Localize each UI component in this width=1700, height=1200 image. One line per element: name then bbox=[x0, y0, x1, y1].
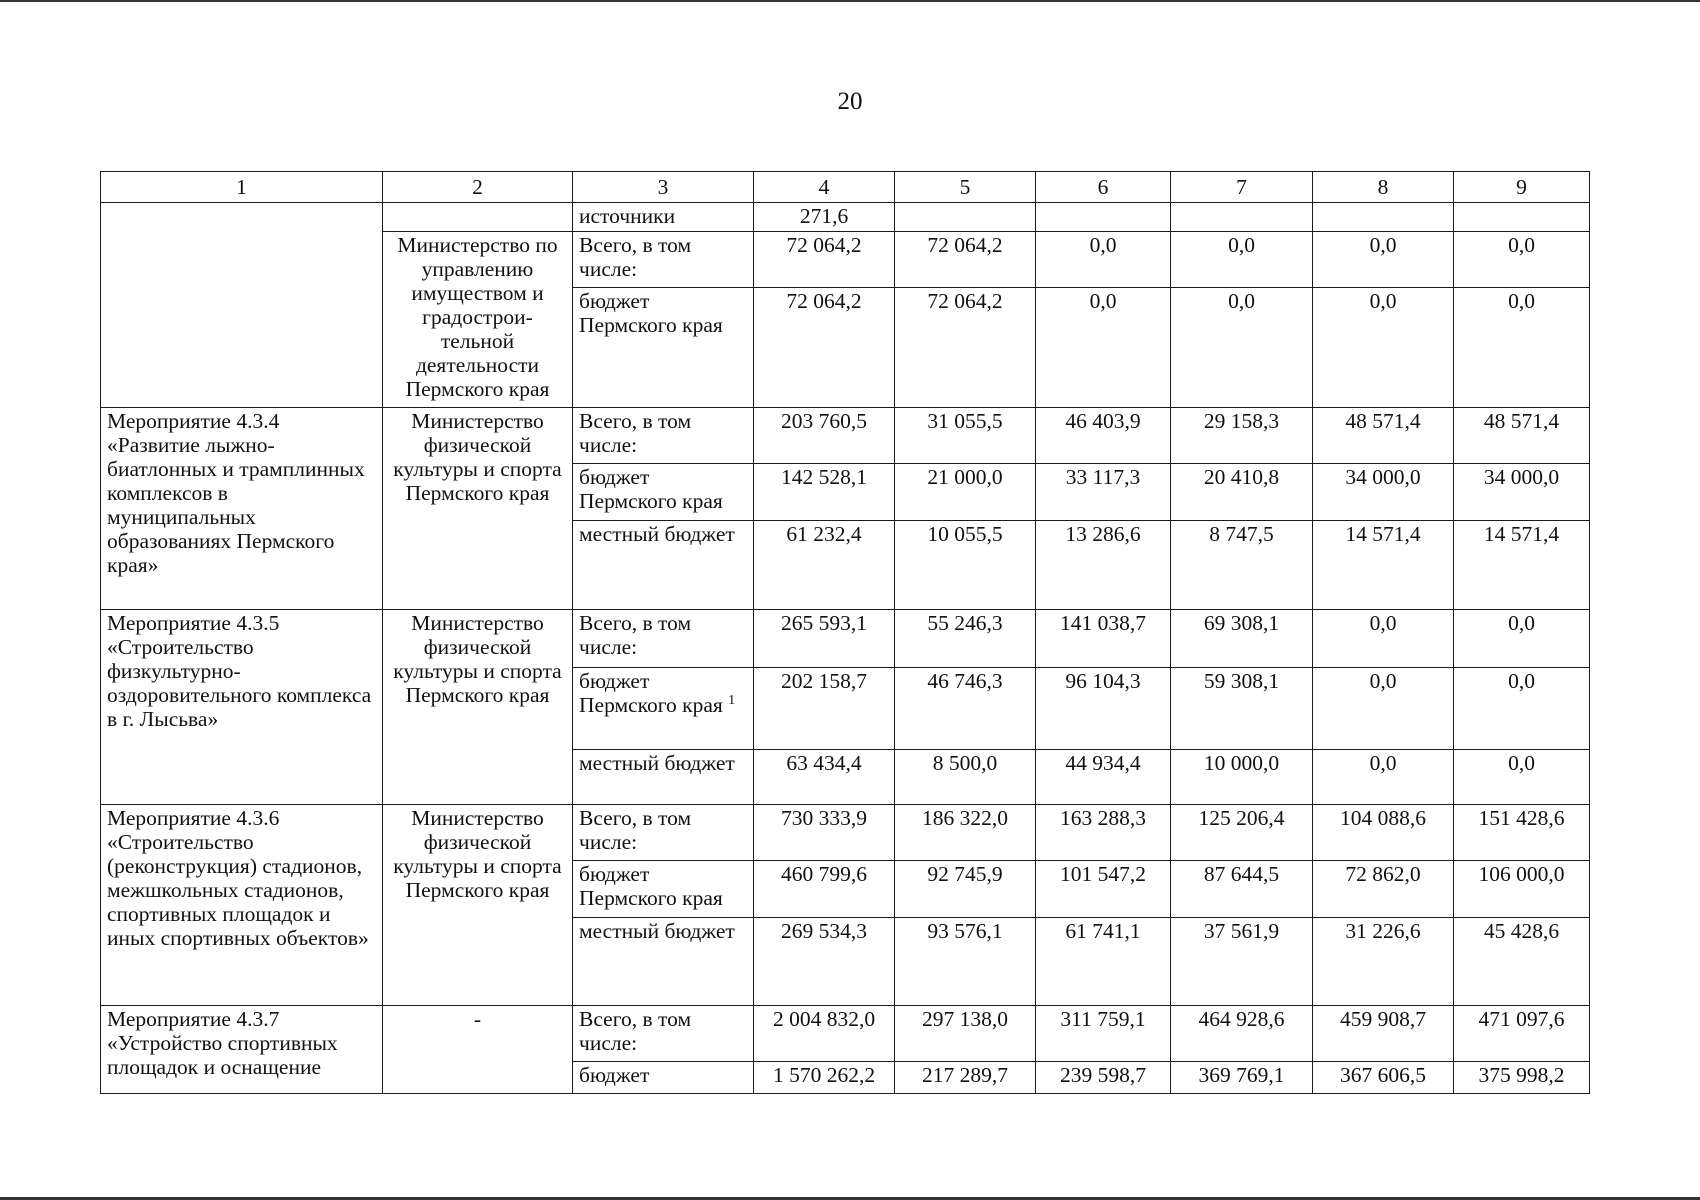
value-cell: 72 862,0 bbox=[1313, 861, 1454, 918]
event-name-cell-empty bbox=[101, 203, 383, 408]
value-cell: 72 064,2 bbox=[895, 232, 1036, 288]
value-cell: 106 000,0 bbox=[1454, 861, 1590, 918]
column-number-header: 6 bbox=[1036, 172, 1171, 203]
value-cell: 31 055,5 bbox=[895, 408, 1036, 464]
value-cell: 33 117,3 bbox=[1036, 464, 1171, 521]
value-cell: 0,0 bbox=[1036, 232, 1171, 288]
value-cell: 61 741,1 bbox=[1036, 918, 1171, 1006]
value-cell: 0,0 bbox=[1454, 750, 1590, 805]
column-number-header: 4 bbox=[754, 172, 895, 203]
executor-cell: Министерство по управлению имуществом и градострои-тельной деятельности Пермского края bbox=[383, 232, 573, 408]
value-cell: 271,6 bbox=[754, 203, 895, 232]
value-cell: 13 286,6 bbox=[1036, 521, 1171, 610]
value-cell: 63 434,4 bbox=[754, 750, 895, 805]
value-cell: 297 138,0 bbox=[895, 1006, 1036, 1062]
value-cell: 151 428,6 bbox=[1454, 805, 1590, 861]
table-header-row bbox=[101, 172, 1590, 203]
value-cell: 72 064,2 bbox=[754, 288, 895, 408]
value-cell: 29 158,3 bbox=[1171, 408, 1313, 464]
table-row bbox=[101, 805, 1590, 861]
value-cell: 55 246,3 bbox=[895, 610, 1036, 668]
value-cell bbox=[1454, 203, 1590, 232]
event-name-4-3-7: Мероприятие 4.3.7 «Устройство спортивных площадок и оснащение bbox=[101, 1006, 383, 1094]
value-cell: 0,0 bbox=[1171, 232, 1313, 288]
value-cell: 265 593,1 bbox=[754, 610, 895, 668]
value-cell: 375 998,2 bbox=[1454, 1062, 1590, 1094]
value-cell: 0,0 bbox=[1454, 668, 1590, 750]
column-number-header: 9 bbox=[1454, 172, 1590, 203]
value-cell: 48 571,4 bbox=[1313, 408, 1454, 464]
value-cell bbox=[895, 203, 1036, 232]
value-cell: 217 289,7 bbox=[895, 1062, 1036, 1094]
value-cell: 0,0 bbox=[1454, 610, 1590, 668]
column-number-header: 3 bbox=[573, 172, 754, 203]
value-cell: 459 908,7 bbox=[1313, 1006, 1454, 1062]
column-number-header: 5 bbox=[895, 172, 1036, 203]
value-cell: 37 561,9 bbox=[1171, 918, 1313, 1006]
value-cell: 96 104,3 bbox=[1036, 668, 1171, 750]
value-cell: 10 055,5 bbox=[895, 521, 1036, 610]
column-number-header: 8 bbox=[1313, 172, 1454, 203]
footnote-marker: 1 bbox=[728, 692, 736, 708]
event-name-4-3-4: Мероприятие 4.3.4 «Развитие лыжно-биатлонных и трамплинных комплексов в муниципальных образованиях Пермского края» bbox=[101, 408, 383, 610]
value-cell: 0,0 bbox=[1313, 750, 1454, 805]
value-cell: 239 598,7 bbox=[1036, 1062, 1171, 1094]
event-name-4-3-5: Мероприятие 4.3.5 «Строительство физкультурно-оздоровительного комплекса в г. Лысьва» bbox=[101, 610, 383, 805]
value-cell: 141 038,7 bbox=[1036, 610, 1171, 668]
value-cell: 730 333,9 bbox=[754, 805, 895, 861]
value-cell: 369 769,1 bbox=[1171, 1062, 1313, 1094]
value-cell: 0,0 bbox=[1036, 288, 1171, 408]
value-cell: 61 232,4 bbox=[754, 521, 895, 610]
executor-cell: Министерство физической культуры и спорта Пермского края bbox=[383, 805, 573, 1006]
funding-source: Всего, в том числе: bbox=[573, 805, 754, 861]
event-name-4-3-6: Мероприятие 4.3.6 «Строительство (реконструкция) стадионов, межшкольных стадионов, спортивных площадок и иных спортивных объектов» bbox=[101, 805, 383, 1006]
value-cell bbox=[1036, 203, 1171, 232]
value-cell: 0,0 bbox=[1454, 288, 1590, 408]
value-cell: 72 064,2 bbox=[754, 232, 895, 288]
value-cell: 367 606,5 bbox=[1313, 1062, 1454, 1094]
value-cell: 0,0 bbox=[1313, 610, 1454, 668]
funding-source: Всего, в том числе: bbox=[573, 1006, 754, 1062]
value-cell bbox=[1171, 203, 1313, 232]
funding-source: источники bbox=[573, 203, 754, 232]
column-number-header: 1 bbox=[101, 172, 383, 203]
value-cell: 464 928,6 bbox=[1171, 1006, 1313, 1062]
value-cell: 10 000,0 bbox=[1171, 750, 1313, 805]
table-row bbox=[101, 408, 1590, 464]
funding-source: Всего, в том числе: bbox=[573, 232, 754, 288]
value-cell: 1 570 262,2 bbox=[754, 1062, 895, 1094]
value-cell: 8 747,5 bbox=[1171, 521, 1313, 610]
value-cell: 0,0 bbox=[1313, 288, 1454, 408]
column-number-header: 7 bbox=[1171, 172, 1313, 203]
value-cell: 142 528,1 bbox=[754, 464, 895, 521]
column-number-header: 2 bbox=[383, 172, 573, 203]
funding-source: местный бюджет bbox=[573, 521, 754, 610]
value-cell: 31 226,6 bbox=[1313, 918, 1454, 1006]
value-cell: 186 322,0 bbox=[895, 805, 1036, 861]
value-cell: 101 547,2 bbox=[1036, 861, 1171, 918]
value-cell: 21 000,0 bbox=[895, 464, 1036, 521]
value-cell: 45 428,6 bbox=[1454, 918, 1590, 1006]
executor-cell: Министерство физической культуры и спорта Пермского края bbox=[383, 408, 573, 610]
budget-table bbox=[100, 171, 1590, 1094]
value-cell: 0,0 bbox=[1313, 668, 1454, 750]
value-cell: 46 403,9 bbox=[1036, 408, 1171, 464]
value-cell: 20 410,8 bbox=[1171, 464, 1313, 521]
scan-edge-top bbox=[0, 0, 1700, 2]
value-cell: 311 759,1 bbox=[1036, 1006, 1171, 1062]
executor-cell: - bbox=[383, 1006, 573, 1094]
funding-source: Всего, в том числе: bbox=[573, 408, 754, 464]
funding-source-text: бюджет Пермского края bbox=[579, 669, 723, 717]
value-cell: 34 000,0 bbox=[1313, 464, 1454, 521]
funding-source: бюджет Пермского края bbox=[573, 464, 754, 521]
value-cell: 14 571,4 bbox=[1454, 521, 1590, 610]
table-row bbox=[101, 203, 1590, 232]
value-cell: 72 064,2 bbox=[895, 288, 1036, 408]
page-number: 20 bbox=[837, 88, 863, 115]
funding-source: местный бюджет bbox=[573, 918, 754, 1006]
value-cell: 2 004 832,0 bbox=[754, 1006, 895, 1062]
value-cell: 87 644,5 bbox=[1171, 861, 1313, 918]
value-cell: 93 576,1 bbox=[895, 918, 1036, 1006]
value-cell: 69 308,1 bbox=[1171, 610, 1313, 668]
funding-source: местный бюджет bbox=[573, 750, 754, 805]
value-cell: 44 934,4 bbox=[1036, 750, 1171, 805]
value-cell: 202 158,7 bbox=[754, 668, 895, 750]
funding-source: бюджет Пермского края bbox=[573, 861, 754, 918]
value-cell: 203 760,5 bbox=[754, 408, 895, 464]
table-row bbox=[101, 1006, 1590, 1062]
value-cell: 0,0 bbox=[1313, 232, 1454, 288]
funding-source: бюджет Пермского края bbox=[573, 288, 754, 408]
executor-cell: Министерство физической культуры и спорта Пермского края bbox=[383, 610, 573, 805]
funding-source: Всего, в том числе: bbox=[573, 610, 754, 668]
table-row bbox=[101, 610, 1590, 668]
value-cell: 163 288,3 bbox=[1036, 805, 1171, 861]
funding-source: бюджет bbox=[573, 1062, 754, 1094]
value-cell: 92 745,9 bbox=[895, 861, 1036, 918]
value-cell: 471 097,6 bbox=[1454, 1006, 1590, 1062]
value-cell: 269 534,3 bbox=[754, 918, 895, 1006]
funding-source bbox=[573, 668, 754, 750]
value-cell bbox=[1313, 203, 1454, 232]
value-cell: 8 500,0 bbox=[895, 750, 1036, 805]
value-cell: 104 088,6 bbox=[1313, 805, 1454, 861]
value-cell: 125 206,4 bbox=[1171, 805, 1313, 861]
value-cell: 14 571,4 bbox=[1313, 521, 1454, 610]
value-cell: 460 799,6 bbox=[754, 861, 895, 918]
value-cell: 48 571,4 bbox=[1454, 408, 1590, 464]
value-cell: 46 746,3 bbox=[895, 668, 1036, 750]
value-cell: 59 308,1 bbox=[1171, 668, 1313, 750]
value-cell: 0,0 bbox=[1454, 232, 1590, 288]
executor-cell-empty bbox=[383, 203, 573, 232]
value-cell: 0,0 bbox=[1171, 288, 1313, 408]
value-cell: 34 000,0 bbox=[1454, 464, 1590, 521]
